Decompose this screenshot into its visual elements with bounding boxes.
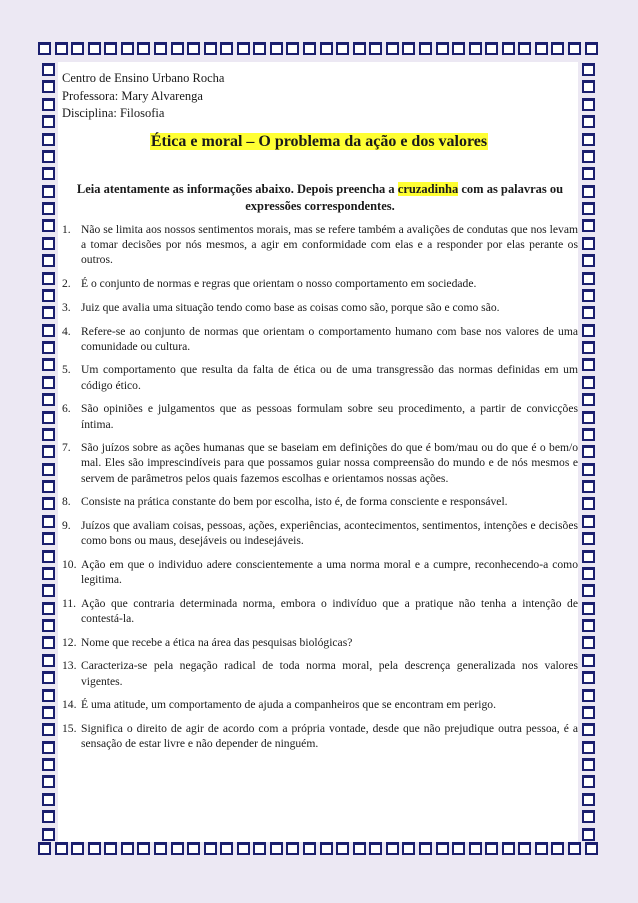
border-tile [582,219,595,232]
border-tile [187,842,200,855]
border-tile [42,376,55,389]
border-tile [582,636,595,649]
border-tile [582,567,595,580]
border-tile [582,393,595,406]
border-tile [582,550,595,563]
border-tile [42,80,55,93]
border-tile [42,254,55,267]
clue-number: 14. [62,698,77,712]
border-top [38,42,598,62]
border-tile [551,842,564,855]
border-tile [204,42,217,55]
clue-text: Significa o direito de agir de acordo com a própria vontade, desde que não prejudique outra pessoa, é a sensação de estar livre e não depender de ninguém. [81,722,578,751]
border-tile [582,306,595,319]
border-tile [42,550,55,563]
border-tile [42,758,55,771]
border-tile [535,842,548,855]
border-tile [568,842,581,855]
border-tile [582,63,595,76]
border-tile [121,842,134,855]
page-title-text: Ética e moral – O problema da ação e dos valores [150,133,488,150]
border-tile [369,842,382,855]
clue-number: 7. [62,441,71,455]
border-tile [42,689,55,702]
border-tile [582,237,595,250]
border-tile [42,671,55,684]
border-tile [38,42,51,55]
border-tile [582,289,595,302]
border-tile [582,584,595,597]
border-tile [452,842,465,855]
subject-name: Disciplina: Filosofia [62,106,165,120]
border-tile [582,671,595,684]
border-tile [42,324,55,337]
border-tile [55,42,68,55]
clue-text: Ação em que o individuo adere conscientemente a uma norma moral e a cumpre, reconhecendo-a como legitima. [81,557,578,587]
border-tile [42,828,55,841]
border-tile [320,42,333,55]
border-tile [502,842,515,855]
border-tile [582,202,595,215]
border-tile [42,602,55,615]
border-tile [518,42,531,55]
border-tile [585,42,598,55]
border-tile [419,42,432,55]
instructions [62,181,578,215]
border-tile [582,115,595,128]
clue-item [62,557,578,587]
page-title [0,133,638,151]
border-tile [582,463,595,476]
border-tile [436,42,449,55]
border-tile [38,842,51,855]
clue-number: 12. [62,635,77,649]
clue-number: 3. [62,300,71,314]
border-tile [582,828,595,841]
clue-number: 4. [62,324,71,338]
border-tile [582,654,595,667]
border-tile [582,411,595,424]
clue-number: 13. [62,659,77,673]
border-tile [42,515,55,528]
border-tile [42,810,55,823]
border-tile [55,842,68,855]
border-tile [42,567,55,580]
border-tile [353,42,366,55]
border-tile [220,42,233,55]
border-tile [369,42,382,55]
border-tile [582,150,595,163]
border-tile [104,842,117,855]
border-tile [551,42,564,55]
border-tile [42,654,55,667]
border-tile [171,842,184,855]
border-tile [42,306,55,319]
border-tile [204,842,217,855]
clue-item [62,658,578,688]
clue-item [62,596,578,626]
border-tile [154,42,167,55]
border-tile [42,289,55,302]
border-tile [582,741,595,754]
border-tile [582,98,595,111]
clue-number: 2. [62,277,71,291]
border-tile [42,411,55,424]
border-tile [42,358,55,371]
instructions-end: com as palavras ou expressões correspondentes. [245,182,564,213]
border-tile [582,793,595,806]
border-tile [42,98,55,111]
border-tile [386,42,399,55]
border-tile [42,150,55,163]
border-tile [320,842,333,855]
border-tile [582,723,595,736]
border-tile [286,42,299,55]
clue-number: 15. [62,722,77,736]
border-tile [171,42,184,55]
border-tile [42,775,55,788]
clue-text: Caracteriza-se pela negação radical de toda norma moral, pela descrença generalizada nos valores vigentes. [81,659,578,688]
border-tile [336,842,349,855]
border-tile [42,445,55,458]
clue-text: São opiniões e julgamentos que as pessoas formulam sobre seu procedimento, a partir de convicções íntima. [81,402,578,431]
border-tile [42,723,55,736]
border-tile [237,842,250,855]
border-tile [270,42,283,55]
border-tile [88,42,101,55]
clue-item [62,494,578,509]
border-tile [286,842,299,855]
clue-item [62,362,578,392]
border-tile [42,167,55,180]
border-tile [237,42,250,55]
border-tile [582,532,595,545]
border-left [38,62,58,842]
border-tile [436,842,449,855]
border-tile [137,42,150,55]
border-tile [187,42,200,55]
border-tile [42,497,55,510]
border-tile [336,42,349,55]
border-tile [42,428,55,441]
border-tile [582,341,595,354]
clue-number: 5. [62,363,71,377]
border-tile [585,842,598,855]
border-tile [582,497,595,510]
border-tile [452,42,465,55]
border-tile [582,272,595,285]
border-tile [42,619,55,632]
clue-item [62,401,578,431]
clue-number: 8. [62,495,71,509]
clue-text: Refere-se ao conjunto de normas que orientam o comportamento humano com base nos valores de uma comunidade ou cultura. [81,324,578,353]
clue-text: É uma atitude, um comportamento de ajuda a companheiros que se encontram em perigo. [81,698,496,712]
clue-text: Nome que recebe a ética na área das pesquisas biológicas? [81,635,353,649]
border-tile [42,341,55,354]
border-tile [253,842,266,855]
border-tile [121,42,134,55]
border-tile [582,167,595,180]
border-tile [582,324,595,337]
clue-item [62,222,578,268]
clue-item [62,697,578,712]
clue-text: São juízos sobre as ações humanas que se baseiam em definições do que é bom/mau ou do que é o bem/o mal. Eles são imprescindíveis para que possamos guiar nossa compreensão do mundo e de nós mesmos e servem de parâmetros pelos quais fazemos escolhas e orientamos nossas ações. [81,441,578,485]
border-tile [582,515,595,528]
border-tile [42,393,55,406]
border-tile [42,636,55,649]
border-tile [582,706,595,719]
border-tile [42,115,55,128]
border-tile [582,758,595,771]
border-tile [42,272,55,285]
border-tile [253,42,266,55]
clue-number: 9. [62,519,71,533]
clue-text: Consiste na prática constante do bem por escolha, isto é, de forma consciente e responsável. [81,495,508,509]
instructions-highlight: cruzadinha [397,182,459,196]
border-tile [104,42,117,55]
border-tile [71,842,84,855]
border-tile [582,689,595,702]
border-tile [42,532,55,545]
border-tile [402,42,415,55]
border-tile [42,202,55,215]
border-tile [502,42,515,55]
border-tile [88,842,101,855]
border-tile [582,810,595,823]
teacher-name: Professora: Mary Alvarenga [62,88,203,103]
clue-item [62,518,578,548]
border-tile [42,480,55,493]
border-tile [582,602,595,615]
border-tile [582,376,595,389]
document-header [62,70,224,123]
border-tile [402,842,415,855]
clue-text: Juízos que avaliam coisas, pessoas, ações, experiências, acontecimentos, sentimentos, intenções e decisões como bons ou maus, desejáveis ou indesejáveis. [81,519,578,548]
clue-text: É o conjunto de normas e regras que orientam o nosso comportamento em sociedade. [81,277,477,291]
border-tile [42,185,55,198]
border-tile [469,842,482,855]
clue-item [62,276,578,291]
border-tile [386,842,399,855]
border-bottom [38,842,598,862]
clue-item [62,324,578,354]
clue-number: 1. [62,223,71,236]
clue-text: Um comportamento que resulta da falta de ética ou de uma transgressão das normas definidas em um código ético. [81,363,578,392]
border-tile [582,619,595,632]
clue-item [62,440,578,486]
border-tile [568,42,581,55]
border-tile [270,842,283,855]
border-tile [154,842,167,855]
border-tile [582,445,595,458]
border-tile [582,428,595,441]
clue-text: Não se limita aos nossos sentimentos morais, mas se refere também a avalições de condutas que nos levam a tomar decisões por nós mesmos, a agir em conformidade com elas e a responder por elas perante os outros. [81,223,578,267]
clue-item [62,635,578,650]
border-right [578,62,598,842]
border-tile [485,842,498,855]
border-tile [419,842,432,855]
border-tile [42,793,55,806]
border-tile [582,358,595,371]
border-tile [582,185,595,198]
instructions-start: Leia atentamente as informações abaixo. Depois preencha a [76,182,398,196]
clue-item [62,300,578,315]
border-tile [535,42,548,55]
clue-item [62,721,578,751]
clue-text: Juiz que avalia uma situação tendo como base as coisas como são, porque são e como são. [81,300,500,314]
border-tile [303,42,316,55]
border-tile [582,480,595,493]
border-tile [518,842,531,855]
border-tile [582,775,595,788]
clue-number: 11. [62,596,77,610]
clue-text: Ação que contraria determinada norma, embora o indivíduo que a pratique não tenha a intenção de contestá-la. [81,596,578,626]
border-tile [42,741,55,754]
border-tile [485,42,498,55]
border-tile [137,842,150,855]
clue-number: 6. [62,402,71,416]
border-tile [42,584,55,597]
border-tile [42,463,55,476]
border-tile [303,842,316,855]
border-tile [582,80,595,93]
border-tile [42,237,55,250]
clue-number: 10. [62,557,77,571]
border-tile [582,254,595,267]
border-tile [353,842,366,855]
border-tile [42,219,55,232]
school-name: Centro de Ensino Urbano Rocha [62,71,225,85]
border-tile [42,706,55,719]
border-tile [42,63,55,76]
border-tile [469,42,482,55]
clue-list [62,222,578,760]
border-tile [220,842,233,855]
border-tile [71,42,84,55]
